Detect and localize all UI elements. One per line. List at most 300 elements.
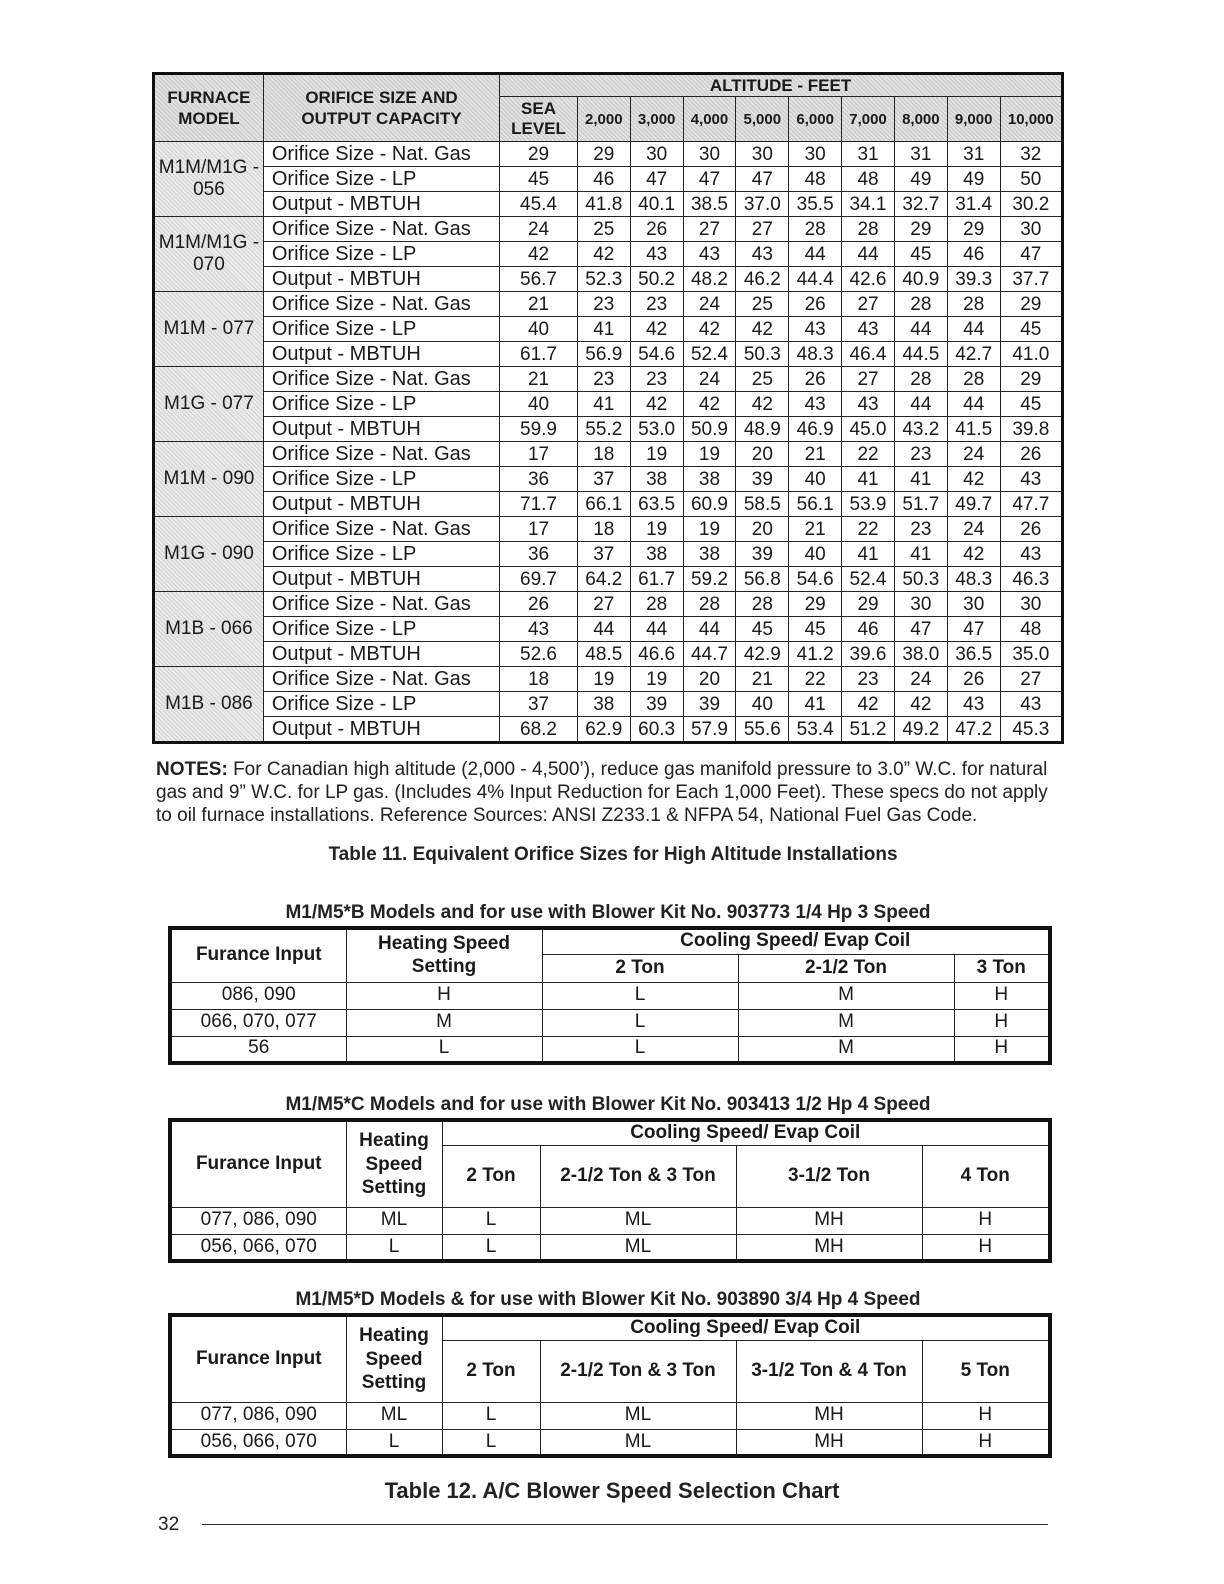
row-label: Orifice Size - Nat. Gas xyxy=(263,142,499,167)
value-cell: 42 xyxy=(894,692,947,717)
value-cell: 42 xyxy=(736,392,789,417)
row-label: Orifice Size - LP xyxy=(263,617,499,642)
value-cell: 26 xyxy=(1000,442,1062,467)
value-cell: 40.1 xyxy=(630,192,683,217)
row-label: Output - MBTUH xyxy=(263,492,499,517)
speed-cell: M xyxy=(738,1036,954,1063)
value-cell: 18 xyxy=(500,667,578,692)
table-row xyxy=(170,1009,1050,1036)
value-cell: 26 xyxy=(500,592,578,617)
value-cell: 40 xyxy=(500,392,578,417)
table12-caption: Table 12. A/C Blower Speed Selection Chart xyxy=(384,1478,840,1503)
row-label: Orifice Size - Nat. Gas xyxy=(263,217,499,242)
row-label: Orifice Size - LP xyxy=(263,467,499,492)
speed-cell: MH xyxy=(736,1234,922,1261)
table-row xyxy=(154,542,1063,567)
value-cell: 56.9 xyxy=(577,342,630,367)
altitude-column-header: 5,000 xyxy=(736,97,789,142)
speed-cell: M xyxy=(738,982,954,1009)
value-cell: 32 xyxy=(1000,142,1062,167)
furnace-input-cell: 077, 086, 090 xyxy=(170,1402,346,1429)
value-cell: 44 xyxy=(630,617,683,642)
value-cell: 27 xyxy=(842,367,895,392)
blower-b-title: M1/M5*B Models and for use with Blower Kit No. 903773 1/4 Hp 3 Speed xyxy=(285,902,931,923)
value-cell: 31 xyxy=(842,142,895,167)
value-cell: 40 xyxy=(789,542,842,567)
speed-cell: L xyxy=(442,1234,540,1261)
size-header: 5 Ton xyxy=(922,1340,1050,1402)
value-cell: 24 xyxy=(683,292,736,317)
value-cell: 23 xyxy=(894,517,947,542)
value-cell: 22 xyxy=(789,667,842,692)
row-label: Orifice Size - Nat. Gas xyxy=(263,592,499,617)
value-cell: 60.3 xyxy=(630,717,683,743)
value-cell: 44 xyxy=(947,317,1000,342)
value-cell: 52.6 xyxy=(500,642,578,667)
heating-speed-header: Heating Speed Setting xyxy=(346,1120,442,1207)
value-cell: 37 xyxy=(577,542,630,567)
value-cell: 28 xyxy=(736,592,789,617)
table-row xyxy=(154,342,1063,367)
value-cell: 42 xyxy=(577,242,630,267)
value-cell: 25 xyxy=(577,217,630,242)
value-cell: 50.9 xyxy=(683,417,736,442)
cooling-speed-header: Cooling Speed/ Evap Coil xyxy=(442,1315,1050,1340)
speed-cell: MH xyxy=(736,1402,922,1429)
furnace-model-cell: M1G - 090 xyxy=(154,517,264,592)
footer-rule xyxy=(202,1524,1048,1525)
value-cell: 41.5 xyxy=(947,417,1000,442)
value-cell: 47 xyxy=(894,617,947,642)
value-cell: 52.3 xyxy=(577,267,630,292)
row-label: Orifice Size - LP xyxy=(263,692,499,717)
value-cell: 22 xyxy=(842,442,895,467)
value-cell: 20 xyxy=(736,442,789,467)
value-cell: 28 xyxy=(630,592,683,617)
speed-cell: H xyxy=(922,1429,1050,1456)
value-cell: 59.9 xyxy=(500,417,578,442)
value-cell: 44 xyxy=(842,242,895,267)
value-cell: 45 xyxy=(789,617,842,642)
value-cell: 44 xyxy=(894,317,947,342)
value-cell: 30 xyxy=(1000,217,1062,242)
value-cell: 45 xyxy=(1000,392,1062,417)
value-cell: 43 xyxy=(1000,542,1062,567)
altitude-header: ALTITUDE - FEET xyxy=(500,74,1063,97)
furnace-model-cell: M1M/M1G - 056 xyxy=(154,142,264,217)
speed-cell: L xyxy=(542,1009,738,1036)
heating-speed-header: Heating Speed Setting xyxy=(346,928,542,982)
value-cell: 42 xyxy=(630,317,683,342)
table-row xyxy=(170,1429,1050,1456)
value-cell: 62.9 xyxy=(577,717,630,743)
value-cell: 20 xyxy=(736,517,789,542)
furnace-input-cell: 066, 070, 077 xyxy=(170,1009,346,1036)
value-cell: 40.9 xyxy=(894,267,947,292)
value-cell: 64.2 xyxy=(577,567,630,592)
row-label: Orifice Size - LP xyxy=(263,317,499,342)
value-cell: 29 xyxy=(577,142,630,167)
value-cell: 36 xyxy=(500,467,578,492)
value-cell: 47.2 xyxy=(947,717,1000,743)
speed-cell: H xyxy=(346,982,542,1009)
value-cell: 49 xyxy=(894,167,947,192)
value-cell: 38.5 xyxy=(683,192,736,217)
speed-cell: L xyxy=(442,1207,540,1234)
table-row xyxy=(170,982,1050,1009)
size-header: 2-1/2 Ton & 3 Ton xyxy=(540,1340,736,1402)
value-cell: 28 xyxy=(894,367,947,392)
value-cell: 58.5 xyxy=(736,492,789,517)
row-label: Output - MBTUH xyxy=(263,417,499,442)
speed-cell: H xyxy=(954,982,1050,1009)
speed-cell: H xyxy=(954,1009,1050,1036)
row-label: Orifice Size - Nat. Gas xyxy=(263,667,499,692)
value-cell: 48.2 xyxy=(683,267,736,292)
value-cell: 46.3 xyxy=(1000,567,1062,592)
value-cell: 24 xyxy=(947,442,1000,467)
value-cell: 52.4 xyxy=(683,342,736,367)
value-cell: 21 xyxy=(500,367,578,392)
value-cell: 26 xyxy=(789,292,842,317)
value-cell: 49 xyxy=(947,167,1000,192)
value-cell: 35.5 xyxy=(789,192,842,217)
blower-b-body xyxy=(170,982,1050,1063)
sea-level-header: SEA LEVEL xyxy=(500,97,578,142)
value-cell: 41.2 xyxy=(789,642,842,667)
value-cell: 59.2 xyxy=(683,567,736,592)
value-cell: 36 xyxy=(500,542,578,567)
speed-cell: ML xyxy=(540,1207,736,1234)
table-row xyxy=(154,142,1063,167)
value-cell: 60.9 xyxy=(683,492,736,517)
speed-cell: L xyxy=(542,982,738,1009)
speed-cell: L xyxy=(346,1429,442,1456)
row-label: Orifice Size - LP xyxy=(263,242,499,267)
value-cell: 41 xyxy=(894,467,947,492)
value-cell: 46 xyxy=(842,617,895,642)
value-cell: 45 xyxy=(500,167,578,192)
value-cell: 23 xyxy=(577,292,630,317)
value-cell: 41 xyxy=(894,542,947,567)
value-cell: 44 xyxy=(683,617,736,642)
furnace-input-cell: 086, 090 xyxy=(170,982,346,1009)
cooling-speed-header: Cooling Speed/ Evap Coil xyxy=(542,928,1050,954)
value-cell: 51.7 xyxy=(894,492,947,517)
value-cell: 45.4 xyxy=(500,192,578,217)
value-cell: 44 xyxy=(789,242,842,267)
value-cell: 55.6 xyxy=(736,717,789,743)
altitude-column-header: 8,000 xyxy=(894,97,947,142)
value-cell: 32.7 xyxy=(894,192,947,217)
value-cell: 42.6 xyxy=(842,267,895,292)
value-cell: 43 xyxy=(842,392,895,417)
value-cell: 45.3 xyxy=(1000,717,1062,743)
table-row xyxy=(154,167,1063,192)
heating-speed-header: Heating Speed Setting xyxy=(346,1315,442,1402)
value-cell: 47.7 xyxy=(1000,492,1062,517)
value-cell: 39 xyxy=(683,692,736,717)
value-cell: 28 xyxy=(947,292,1000,317)
value-cell: 30.2 xyxy=(1000,192,1062,217)
value-cell: 39.6 xyxy=(842,642,895,667)
value-cell: 49.7 xyxy=(947,492,1000,517)
value-cell: 47 xyxy=(947,617,1000,642)
speed-cell: ML xyxy=(540,1234,736,1261)
value-cell: 35.0 xyxy=(1000,642,1062,667)
size-header: 2-1/2 Ton & 3 Ton xyxy=(540,1145,736,1207)
value-cell: 43 xyxy=(500,617,578,642)
value-cell: 27 xyxy=(577,592,630,617)
speed-cell: L xyxy=(442,1429,540,1456)
blower-d-table xyxy=(168,1313,1052,1458)
table-row xyxy=(154,292,1063,317)
value-cell: 27 xyxy=(1000,667,1062,692)
speed-cell: H xyxy=(954,1036,1050,1063)
value-cell: 26 xyxy=(789,367,842,392)
altitude-column-header: 6,000 xyxy=(789,97,842,142)
table-row xyxy=(154,217,1063,242)
value-cell: 47 xyxy=(736,167,789,192)
blower-b-table xyxy=(168,926,1052,1065)
value-cell: 53.4 xyxy=(789,717,842,743)
row-label: Output - MBTUH xyxy=(263,642,499,667)
value-cell: 18 xyxy=(577,517,630,542)
value-cell: 22 xyxy=(842,517,895,542)
furnace-input-header: Furance Input xyxy=(170,1315,346,1402)
value-cell: 42 xyxy=(947,542,1000,567)
value-cell: 31 xyxy=(894,142,947,167)
row-label: Output - MBTUH xyxy=(263,567,499,592)
furnace-model-cell: M1M - 090 xyxy=(154,442,264,517)
furnace-input-cell: 077, 086, 090 xyxy=(170,1207,346,1234)
size-header: 2 Ton xyxy=(442,1340,540,1402)
table-row xyxy=(154,692,1063,717)
value-cell: 28 xyxy=(842,217,895,242)
value-cell: 21 xyxy=(789,517,842,542)
table-row xyxy=(170,1402,1050,1429)
value-cell: 68.2 xyxy=(500,717,578,743)
value-cell: 41 xyxy=(842,467,895,492)
value-cell: 30 xyxy=(683,142,736,167)
blower-c-table xyxy=(168,1118,1052,1263)
furnace-model-cell: M1G - 077 xyxy=(154,367,264,442)
value-cell: 30 xyxy=(789,142,842,167)
table-row xyxy=(154,242,1063,267)
value-cell: 50.2 xyxy=(630,267,683,292)
value-cell: 45 xyxy=(894,242,947,267)
value-cell: 38 xyxy=(577,692,630,717)
value-cell: 46.6 xyxy=(630,642,683,667)
value-cell: 23 xyxy=(842,667,895,692)
blower-d-body xyxy=(170,1402,1050,1456)
value-cell: 42 xyxy=(842,692,895,717)
value-cell: 29 xyxy=(1000,292,1062,317)
value-cell: 21 xyxy=(789,442,842,467)
value-cell: 45 xyxy=(1000,317,1062,342)
value-cell: 43 xyxy=(630,242,683,267)
row-label: Orifice Size - Nat. Gas xyxy=(263,517,499,542)
value-cell: 37.7 xyxy=(1000,267,1062,292)
orifice-size-table xyxy=(152,72,1064,744)
value-cell: 41.8 xyxy=(577,192,630,217)
value-cell: 53.9 xyxy=(842,492,895,517)
value-cell: 29 xyxy=(500,142,578,167)
value-cell: 41 xyxy=(789,692,842,717)
value-cell: 44.4 xyxy=(789,267,842,292)
table-row xyxy=(170,1234,1050,1261)
value-cell: 50 xyxy=(1000,167,1062,192)
value-cell: 29 xyxy=(789,592,842,617)
row-label: Output - MBTUH xyxy=(263,342,499,367)
value-cell: 29 xyxy=(947,217,1000,242)
row-label: Orifice Size - Nat. Gas xyxy=(263,292,499,317)
speed-cell: H xyxy=(922,1234,1050,1261)
size-header: 2 Ton xyxy=(542,954,738,982)
value-cell: 71.7 xyxy=(500,492,578,517)
size-header: 3-1/2 Ton xyxy=(736,1145,922,1207)
altitude-column-header: 4,000 xyxy=(683,97,736,142)
speed-cell: M xyxy=(346,1009,542,1036)
notes-label: NOTES: xyxy=(156,759,228,780)
value-cell: 31 xyxy=(947,142,1000,167)
value-cell: 25 xyxy=(736,292,789,317)
speed-cell: H xyxy=(922,1207,1050,1234)
table-row xyxy=(154,367,1063,392)
value-cell: 43 xyxy=(842,317,895,342)
value-cell: 61.7 xyxy=(500,342,578,367)
table11-caption-text: Table 11. Equivalent Orifice Sizes for High Altitude Installations xyxy=(328,844,898,865)
value-cell: 38 xyxy=(683,542,736,567)
row-label: Orifice Size - LP xyxy=(263,167,499,192)
table-row xyxy=(154,642,1063,667)
value-cell: 19 xyxy=(630,517,683,542)
value-cell: 19 xyxy=(630,667,683,692)
value-cell: 19 xyxy=(683,517,736,542)
value-cell: 51.2 xyxy=(842,717,895,743)
value-cell: 38 xyxy=(630,467,683,492)
value-cell: 41 xyxy=(577,392,630,417)
row-label: Output - MBTUH xyxy=(263,192,499,217)
speed-cell: L xyxy=(346,1234,442,1261)
value-cell: 29 xyxy=(842,592,895,617)
value-cell: 25 xyxy=(736,367,789,392)
value-cell: 30 xyxy=(1000,592,1062,617)
speed-cell: H xyxy=(922,1402,1050,1429)
row-label: Orifice Size - LP xyxy=(263,392,499,417)
value-cell: 42 xyxy=(736,317,789,342)
furnace-input-cell: 056, 066, 070 xyxy=(170,1234,346,1261)
value-cell: 37.0 xyxy=(736,192,789,217)
value-cell: 42 xyxy=(947,467,1000,492)
value-cell: 45.0 xyxy=(842,417,895,442)
value-cell: 61.7 xyxy=(630,567,683,592)
value-cell: 42.7 xyxy=(947,342,1000,367)
value-cell: 55.2 xyxy=(577,417,630,442)
value-cell: 52.4 xyxy=(842,567,895,592)
value-cell: 36.5 xyxy=(947,642,1000,667)
value-cell: 21 xyxy=(500,292,578,317)
value-cell: 48 xyxy=(1000,617,1062,642)
value-cell: 23 xyxy=(630,292,683,317)
value-cell: 24 xyxy=(500,217,578,242)
speed-cell: MH xyxy=(736,1207,922,1234)
table-row xyxy=(154,317,1063,342)
page-number: 32 xyxy=(158,1514,180,1535)
size-header: 4 Ton xyxy=(922,1145,1050,1207)
blower-c-title: M1/M5*C Models and for use with Blower Kit No. 903413 1/2 Hp 4 Speed xyxy=(285,1094,931,1115)
value-cell: 48 xyxy=(842,167,895,192)
value-cell: 48 xyxy=(789,167,842,192)
value-cell: 20 xyxy=(683,667,736,692)
value-cell: 54.6 xyxy=(789,567,842,592)
value-cell: 43.2 xyxy=(894,417,947,442)
value-cell: 39.3 xyxy=(947,267,1000,292)
speed-cell: MH xyxy=(736,1429,922,1456)
value-cell: 44 xyxy=(947,392,1000,417)
value-cell: 19 xyxy=(630,442,683,467)
value-cell: 53.0 xyxy=(630,417,683,442)
value-cell: 48.5 xyxy=(577,642,630,667)
value-cell: 42 xyxy=(683,392,736,417)
value-cell: 40 xyxy=(500,317,578,342)
value-cell: 48.3 xyxy=(947,567,1000,592)
orifice-size-header: ORIFICE SIZE AND OUTPUT CAPACITY xyxy=(263,74,499,142)
value-cell: 46 xyxy=(577,167,630,192)
cooling-speed-header: Cooling Speed/ Evap Coil xyxy=(442,1120,1050,1145)
table-row xyxy=(154,492,1063,517)
table-row xyxy=(170,1207,1050,1234)
value-cell: 39.8 xyxy=(1000,417,1062,442)
value-cell: 48.9 xyxy=(736,417,789,442)
value-cell: 28 xyxy=(947,367,1000,392)
value-cell: 46.9 xyxy=(789,417,842,442)
furnace-input-cell: 56 xyxy=(170,1036,346,1063)
value-cell: 44.7 xyxy=(683,642,736,667)
value-cell: 24 xyxy=(683,367,736,392)
furnace-input-header: Furance Input xyxy=(170,1120,346,1207)
value-cell: 19 xyxy=(577,667,630,692)
value-cell: 44 xyxy=(577,617,630,642)
value-cell: 39 xyxy=(630,692,683,717)
value-cell: 41.0 xyxy=(1000,342,1062,367)
altitude-column-header: 2,000 xyxy=(577,97,630,142)
value-cell: 24 xyxy=(947,517,1000,542)
value-cell: 26 xyxy=(630,217,683,242)
table11-caption xyxy=(0,844,1224,866)
value-cell: 41 xyxy=(842,542,895,567)
row-label: Orifice Size - LP xyxy=(263,542,499,567)
value-cell: 23 xyxy=(894,442,947,467)
value-cell: 43 xyxy=(1000,467,1062,492)
speed-cell: L xyxy=(542,1036,738,1063)
altitude-column-header: 10,000 xyxy=(1000,97,1062,142)
value-cell: 48.3 xyxy=(789,342,842,367)
value-cell: 43 xyxy=(683,242,736,267)
value-cell: 63.5 xyxy=(630,492,683,517)
blower-d-title: M1/M5*D Models & for use with Blower Kit No. 903890 3/4 Hp 4 Speed xyxy=(295,1289,921,1310)
table-row xyxy=(154,417,1063,442)
value-cell: 46.2 xyxy=(736,267,789,292)
altitude-column-header: 7,000 xyxy=(842,97,895,142)
speed-cell: ML xyxy=(346,1402,442,1429)
speed-cell: ML xyxy=(540,1402,736,1429)
value-cell: 29 xyxy=(1000,367,1062,392)
value-cell: 42 xyxy=(630,392,683,417)
value-cell: 50.3 xyxy=(894,567,947,592)
row-label: Output - MBTUH xyxy=(263,267,499,292)
value-cell: 30 xyxy=(736,142,789,167)
